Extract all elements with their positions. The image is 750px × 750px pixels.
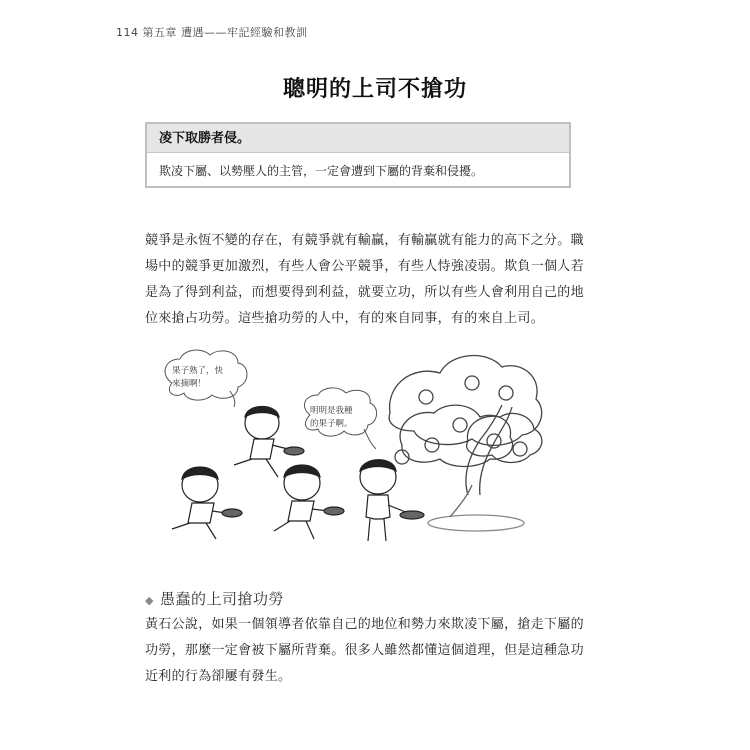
paragraph-line: 功勞，那麼一定會被下屬所背棄。很多人雖然都懂這個道理，但是這種急功 bbox=[145, 643, 584, 658]
character-holding-basket bbox=[360, 460, 424, 541]
character-running-left bbox=[172, 467, 242, 539]
illustration bbox=[150, 345, 570, 545]
tree-drawing bbox=[389, 356, 542, 531]
bubble-right-line-2: 的果子啊。 bbox=[310, 419, 353, 429]
body-paragraph-2 bbox=[145, 612, 585, 690]
quote-heading: 凌下取勝者侵。 bbox=[147, 124, 569, 153]
paragraph-line: 黃石公說，如果一個領導者依靠自己的地位和勢力來欺凌下屬，搶走下屬的 bbox=[145, 617, 584, 632]
diamond-bullet-icon: ◆ bbox=[145, 594, 154, 607]
section-heading bbox=[145, 588, 284, 609]
character-running-middle bbox=[274, 465, 344, 539]
paragraph-line: 場中的競爭更加激烈，有些人會公平競爭，有些人恃強凌弱。欺負一個人若 bbox=[145, 259, 584, 274]
running-head: 114 第五章 遭遇——牢記經驗和教訓 bbox=[116, 26, 308, 39]
bubble-left-line-1: 果子熟了，快 bbox=[172, 366, 224, 376]
paragraph-line: 位來搶占功勞。這些搶功勞的人中，有的來自同事，有的來自上司。 bbox=[145, 311, 545, 326]
quote-box bbox=[145, 122, 571, 188]
body-paragraph-1 bbox=[145, 228, 585, 332]
page-title: 聰明的上司不搶功 bbox=[282, 77, 467, 102]
bubble-left-line-2: 來摘啊！ bbox=[172, 379, 207, 389]
paragraph-line: 近利的行為卻屢有發生。 bbox=[145, 669, 292, 684]
quote-body: 欺凌下屬、以勢壓人的主管，一定會遭到下屬的背棄和侵擾。 bbox=[159, 164, 484, 178]
section-heading-text: 愚蠢的上司搶功勞 bbox=[159, 590, 284, 608]
bubble-right-line-1: 明明是我種 bbox=[310, 406, 353, 416]
paragraph-line: 是為了得到利益，而想要得到利益，就要立功，所以有些人會利用自己的地 bbox=[145, 285, 584, 300]
paragraph-line: 競爭是永恆不變的存在，有競爭就有輸贏，有輸贏就有能力的高下之分。職 bbox=[145, 233, 584, 248]
